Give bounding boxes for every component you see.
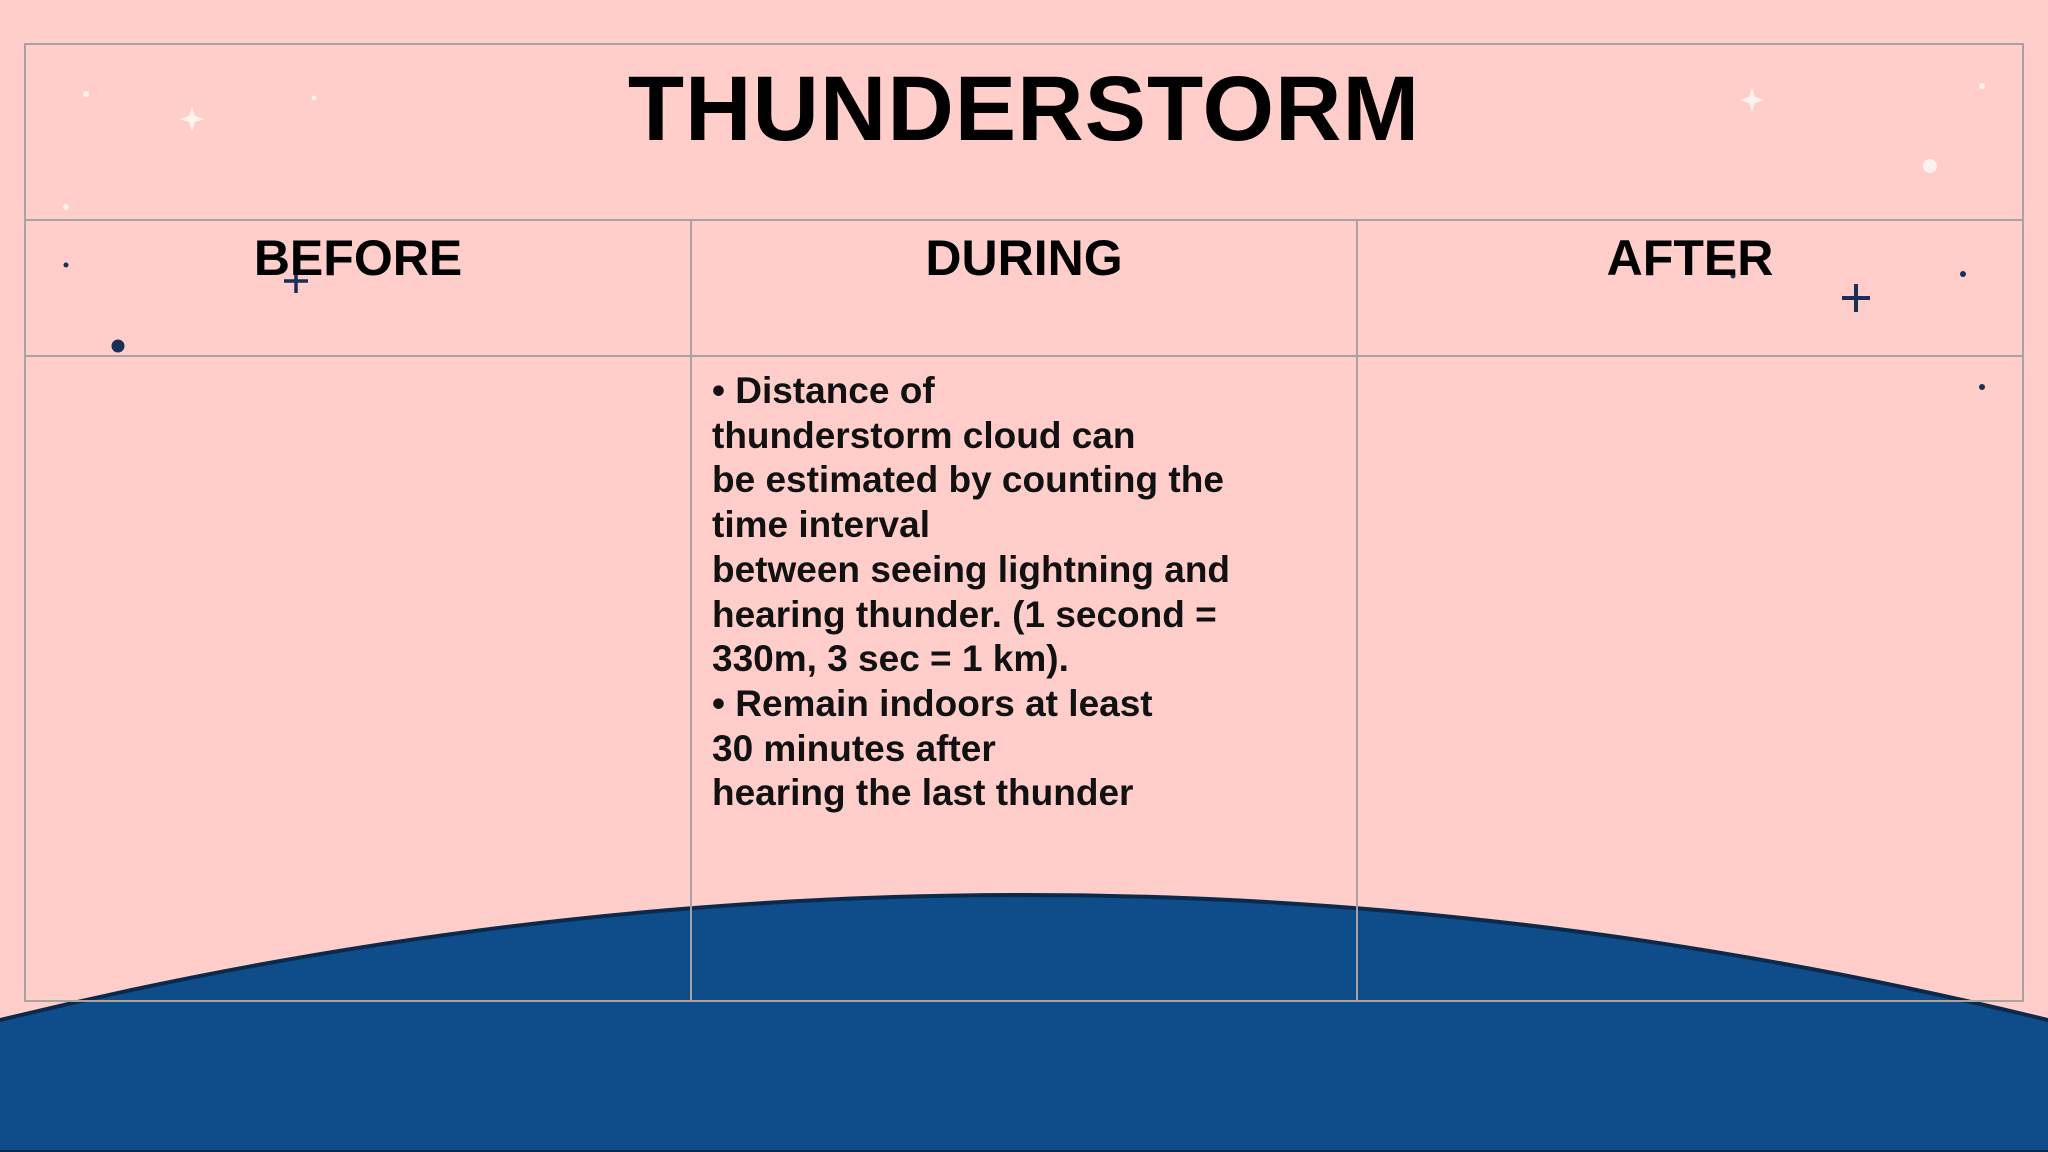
slide-title: THUNDERSTORM bbox=[627, 58, 1421, 160]
during-line: be estimated by counting the bbox=[712, 459, 1224, 501]
after-body-cell bbox=[1357, 356, 2023, 1001]
during-heading-cell bbox=[691, 220, 1357, 356]
during-line: thunderstorm cloud can bbox=[712, 414, 1136, 456]
heading-row bbox=[25, 220, 2023, 356]
after-heading-cell bbox=[1357, 220, 2023, 356]
during-body-cell bbox=[691, 356, 1357, 1001]
during-line: • Remain indoors at least bbox=[712, 682, 1153, 724]
during-line: • Distance of bbox=[712, 370, 935, 411]
thunderstorm-table bbox=[24, 43, 2024, 1002]
before-heading-cell bbox=[25, 220, 691, 356]
during-line: hearing thunder. (1 second = bbox=[712, 593, 1217, 635]
title-cell bbox=[25, 44, 2023, 220]
during-line: 30 minutes after bbox=[712, 727, 996, 769]
during-line: hearing the last thunder bbox=[712, 772, 1134, 814]
during-line: 330m, 3 sec = 1 km). bbox=[712, 638, 1069, 680]
during-line: time interval bbox=[712, 504, 930, 546]
before-body-cell bbox=[25, 356, 691, 1001]
title-row bbox=[25, 44, 2023, 220]
before-heading: BEFORE bbox=[253, 230, 463, 286]
during-body-text bbox=[692, 357, 1356, 816]
during-heading: DURING bbox=[925, 230, 1123, 286]
after-heading: AFTER bbox=[1606, 230, 1774, 286]
during-line: between seeing lightning and bbox=[712, 548, 1231, 590]
body-row bbox=[25, 356, 2023, 1001]
